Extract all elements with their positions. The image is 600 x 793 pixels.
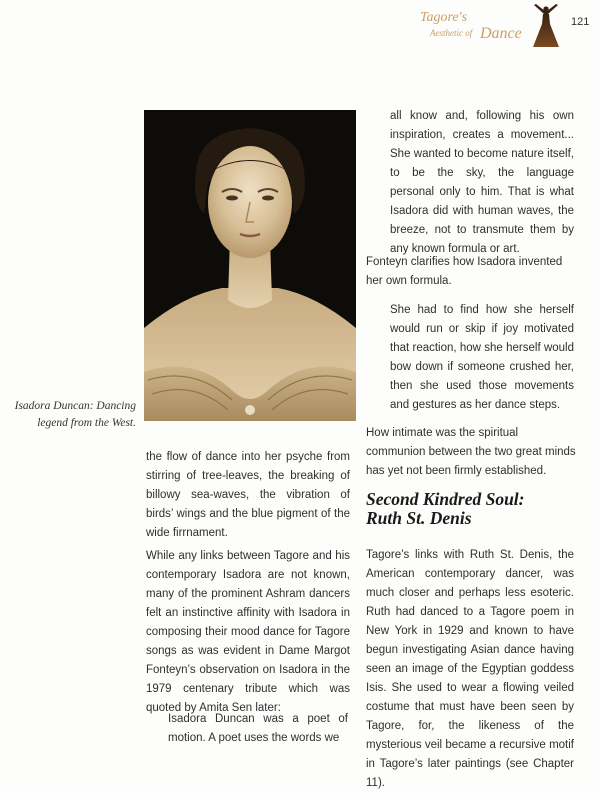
section-heading-line1: Second Kindred Soul: bbox=[366, 489, 525, 509]
isadora-duncan-portrait bbox=[144, 110, 356, 421]
paragraph-spiritual-communion: How intimate was the spiritual communion between the two great minds has yet not been firmly established. bbox=[366, 427, 576, 477]
paragraph-flow-of-dance: the flow of dance into her psyche from stirring of tree-leaves, the breaking of billowy sea-waves, the vibration of birds’ wings and the blue pigment of the wide firrnament. bbox=[146, 451, 350, 539]
dancer-silhouette-icon bbox=[528, 2, 564, 48]
paragraph-tagore-isadora-links: While any links between Tagore and his contemporary Isadora are not known, many of the prominent Ashram dancers felt an instinctive affinity with Isadora in composing their mood dance for Tagore songs as was evident in Dame Margot Fonteyn’s observation on Isadora in the 1979 centenary tribute which was quoted by Amita Sen later: bbox=[146, 550, 350, 714]
paragraph-fonteyn-formula: Fonteyn clarifies how Isadora invented her own formula. bbox=[366, 256, 563, 287]
logo-text-dance: Dance bbox=[480, 25, 522, 42]
block-quote-fonteyn-start: Isadora Duncan was a poet of motion. A poet uses the words we bbox=[168, 713, 348, 744]
figure-caption: Isadora Duncan: Dancing legend from the West. bbox=[14, 400, 136, 429]
section-heading-line2: Ruth St. Denis bbox=[366, 508, 472, 528]
section-heading bbox=[366, 490, 576, 528]
book-title-logo bbox=[410, 8, 530, 50]
paragraph-ruth-st-denis: Tagore’s links with Ruth St. Denis, the American contemporary dancer, was much closer and perhaps less esoteric. Ruth had danced to a Tagore poem in New York in 1929 and known to have begun investigating Asian dance having seen an image of the Egyptian goddess Isis. She used to wear a flowing veiled costume that must have been seen by Tagore, for, the likeness of the mysterious veil became a recursive motif in Tagore’s later paintings (see Chapter 11). bbox=[366, 549, 574, 789]
block-quote-formula: She had to find how she herself would run or skip if joy motivated that reaction, how she herself would bow down if someone crushed her, then she used those movements and gestures as her dance steps. bbox=[390, 304, 574, 411]
logo-text-aesthetic: Aesthetic of bbox=[430, 28, 473, 38]
logo-text-tagores: Tagore's bbox=[420, 10, 468, 25]
block-quote-fonteyn-continued: all know and, following his own inspiration, creates a movement... She wanted to become nature itself, to be the sky, the language personal only to him. That is what Isadora did with human waves, the breeze, not to transmute them by any known formula or art. bbox=[390, 110, 574, 255]
page-number: 121 bbox=[571, 16, 590, 28]
